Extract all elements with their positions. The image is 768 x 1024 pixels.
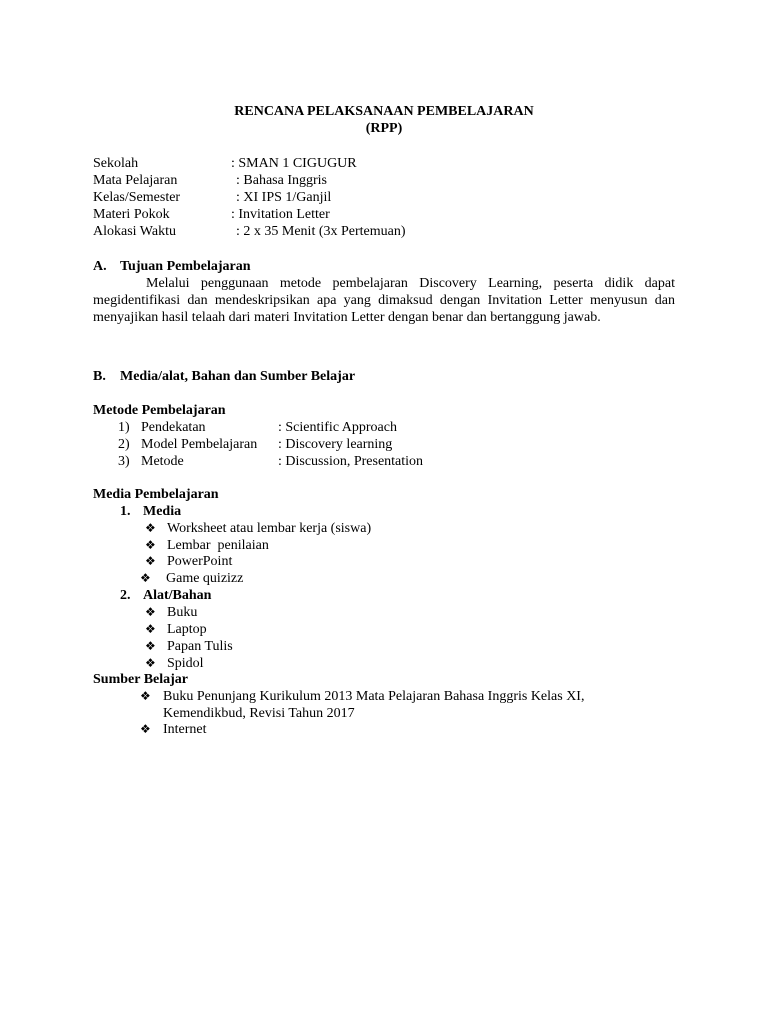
identity-value: : SMAN 1 CIGUGUR [231,156,357,171]
sumber-item-continuation: Kemendikbud, Revisi Tahun 2017 [163,706,355,721]
alat-item: Buku [167,605,198,620]
metode-value: : Scientific Approach [278,420,397,435]
diamond-bullet-icon: ❖ [145,538,156,552]
diamond-bullet-icon: ❖ [140,571,151,585]
identity-label: Kelas/Semester [93,190,181,205]
metode-number: 1) [118,420,130,435]
document-title: RENCANA PELAKSANAAN PEMBELAJARAN [234,104,534,119]
media-group-title: Alat/Bahan [143,588,212,603]
diamond-bullet-icon: ❖ [140,722,151,736]
identity-label: Sekolah [93,156,139,171]
sumber-heading: Sumber Belajar [93,672,189,687]
section-a-heading: Tujuan Pembelajaran [120,259,251,274]
sumber-item: Buku Penunjang Kurikulum 2013 Mata Pelajaran Bahasa Inggris Kelas XI, [163,689,585,704]
diamond-bullet-icon: ❖ [145,656,156,670]
identity-value: : XI IPS 1/Ganjil [236,190,332,205]
section-b-heading: Media/alat, Bahan dan Sumber Belajar [120,369,356,384]
section-a-paragraph [93,275,675,326]
identity-value: : Invitation Letter [231,207,330,222]
metode-value: : Discussion, Presentation [278,454,424,469]
alat-item: Spidol [167,656,204,671]
identity-label: Mata Pelajaran [93,173,178,188]
identity-value: : 2 x 35 Menit (3x Pertemuan) [236,224,406,239]
media-group-number: 2. [120,588,131,603]
metode-number: 2) [118,437,130,452]
alat-item: Laptop [167,622,207,637]
identity-value: : Bahasa Inggris [236,173,327,188]
media-item: Lembar penilaian [167,538,269,553]
media-group-title: Media [143,504,182,519]
metode-number: 3) [118,454,130,469]
metode-value: : Discovery learning [278,437,393,452]
diamond-bullet-icon: ❖ [145,605,156,619]
section-a-letter: A. [93,259,107,274]
diamond-bullet-icon: ❖ [145,622,156,636]
diamond-bullet-icon: ❖ [140,689,151,703]
media-item: Game quizizz [166,571,244,586]
section-b-letter: B. [93,369,106,384]
document-subtitle: (RPP) [365,121,403,136]
sumber-item: Internet [163,722,207,737]
identity-label: Materi Pokok [93,207,170,222]
diamond-bullet-icon: ❖ [145,521,156,535]
metode-label: Pendekatan [141,420,206,435]
section-a-paragraph-text: Melalui penggunaan metode pembelajaran Discovery Learning, peserta didik dapat megidentifikasi dan mendeskripsikan apa yang dimaksud dengan Invitation Letter menyusun dan menyajikan hasil telaah dari materi Invitation Letter dengan benar dan bertanggung jawab. [93,276,675,325]
media-item: Worksheet atau lembar kerja (siswa) [167,521,372,536]
alat-item: Papan Tulis [167,639,233,654]
metode-heading: Metode Pembelajaran [93,403,226,418]
media-item: PowerPoint [167,554,233,569]
identity-label: Alokasi Waktu [93,224,176,239]
media-heading: Media Pembelajaran [93,487,219,502]
metode-label: Model Pembelajaran [141,437,258,452]
metode-label: Metode [141,454,184,469]
media-group-number: 1. [120,504,131,519]
diamond-bullet-icon: ❖ [145,554,156,568]
diamond-bullet-icon: ❖ [145,639,156,653]
